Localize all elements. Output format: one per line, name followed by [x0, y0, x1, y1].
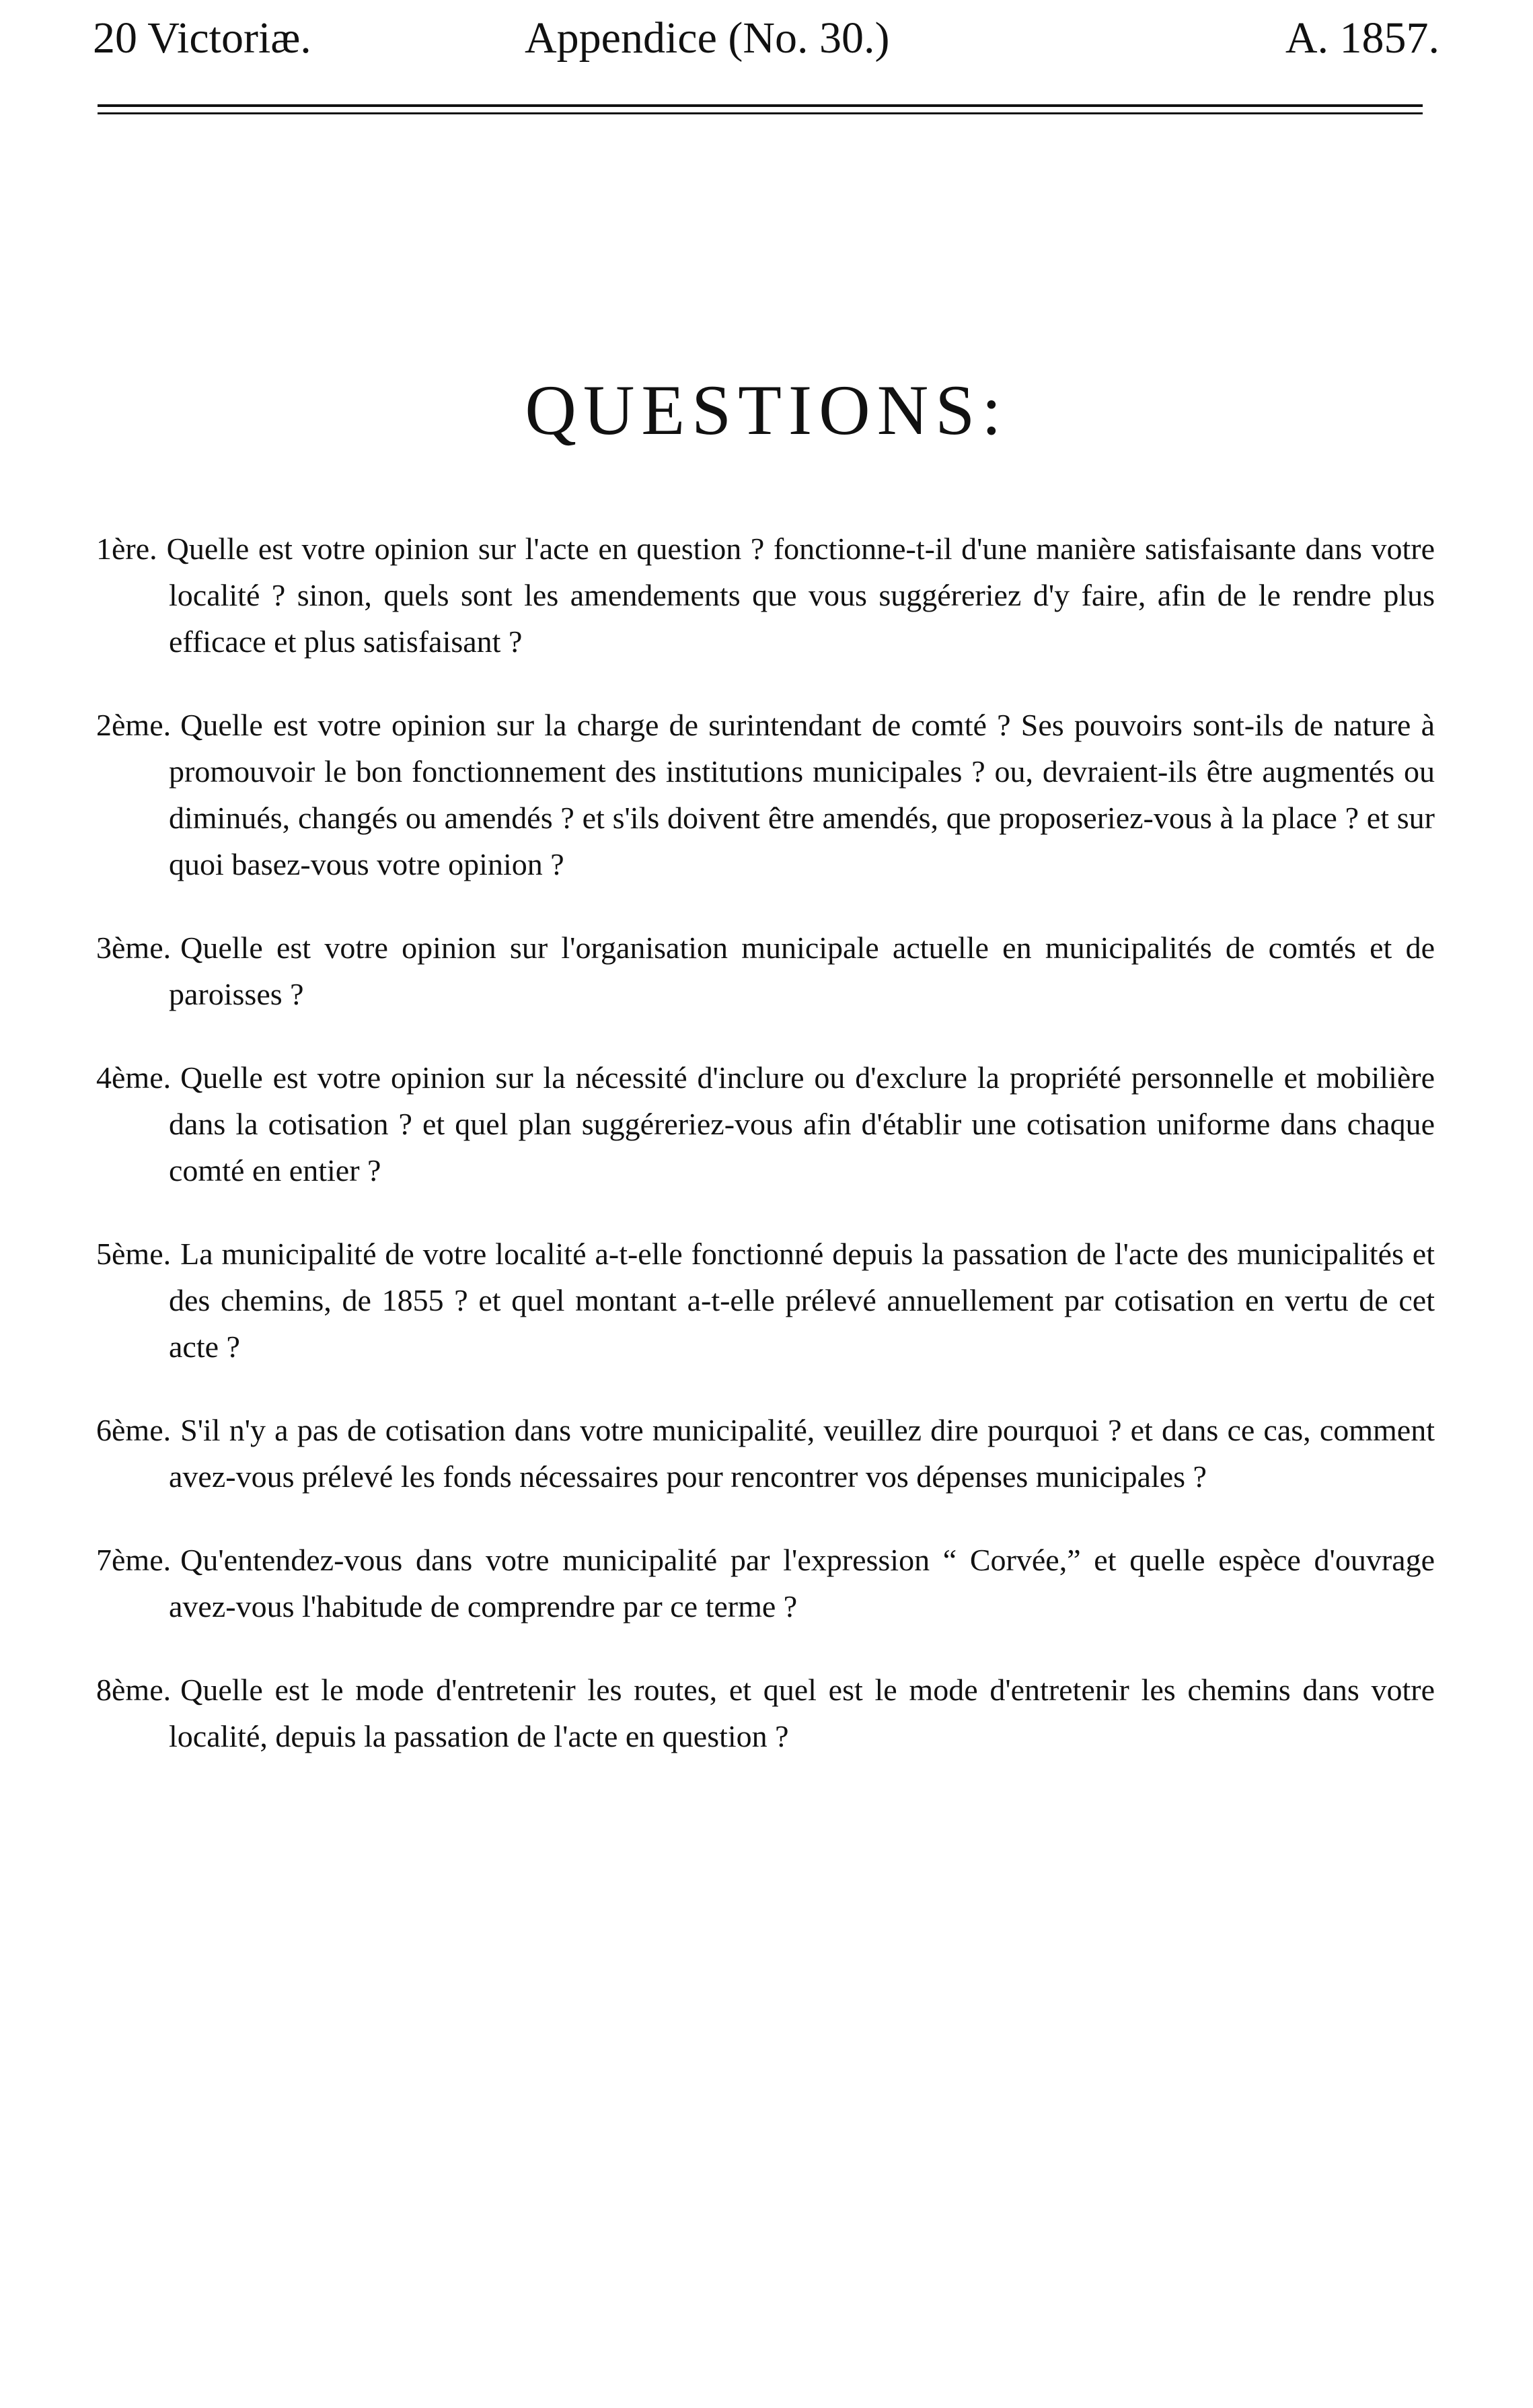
- question-number: 7ème.: [96, 1543, 172, 1577]
- page-title: QUESTIONS:: [525, 371, 1008, 449]
- question-text: Quelle est votre opinion sur l'acte en question ? fonctionne-t-il d'une manière satisfaisante dans votre localité ? sinon, quels sont les amendements que vous suggéreriez d'y faire, afin de le rendre plus efficace et plus satisfaisant ?: [166, 532, 1435, 659]
- question-number: 1ère.: [96, 532, 157, 566]
- question-text: La municipalité de votre localité a-t-elle fonctionné depuis la passation de l'acte des municipalités et des chemins, de 1855 ? et quel montant a-t-elle prélevé annuellement par cotisation en vertu de cet acte ?: [169, 1237, 1435, 1364]
- running-header: [87, 8, 1439, 69]
- question-text: Quelle est votre opinion sur la nécessité d'inclure ou d'exclure la propriété personnelle et mobilière dans la cotisation ? et quel plan suggéreriez-vous afin d'établir une cotisation uniforme dans chaque comté en entier ?: [169, 1060, 1435, 1188]
- header-appendix: Appendice (No. 30.): [525, 13, 890, 63]
- question-text: Qu'entendez-vous dans votre municipalité par l'expression “ Corvée,” et quelle espèce d'ouvrage avez-vous l'habitude de comprendre par ce terme ?: [169, 1543, 1435, 1623]
- question-text: S'il n'y a pas de cotisation dans votre municipalité, veuillez dire pourquoi ? et dans ce cas, comment avez-vous prélevé les fonds nécessaires pour rencontrer vos dépenses municipales ?: [169, 1413, 1435, 1494]
- header-year: A. 1857.: [1285, 13, 1439, 63]
- question-2: [96, 702, 1435, 887]
- question-8: [96, 1667, 1435, 1759]
- question-number: 2ème.: [96, 708, 172, 742]
- question-5: [96, 1231, 1435, 1370]
- question-text: Quelle est votre opinion sur l'organisation municipale actuelle en municipalités de comtés et de paroisses ?: [169, 931, 1435, 1011]
- question-number: 6ème.: [96, 1413, 172, 1447]
- question-6: [96, 1407, 1435, 1500]
- question-list: [96, 495, 1435, 1796]
- question-number: 4ème.: [96, 1060, 172, 1095]
- header-rule-top: [98, 104, 1423, 107]
- question-4: [96, 1054, 1435, 1194]
- question-number: 5ème.: [96, 1237, 172, 1271]
- question-1: [96, 525, 1435, 665]
- question-7: [96, 1537, 1435, 1630]
- header-session: 20 Victoriæ.: [93, 13, 311, 63]
- question-text: Quelle est le mode d'entretenir les routes, et quel est le mode d'entretenir les chemins dans votre localité, depuis la passation de l'acte en question ?: [169, 1673, 1435, 1753]
- header-rule-bottom: [98, 112, 1423, 114]
- question-text: Quelle est votre opinion sur la charge de surintendant de comté ? Ses pouvoirs sont-ils de nature à promouvoir le bon fonctionnement des institutions municipales ? ou, devraient-ils être augmentés ou diminués, changés ou amendés ? et s'ils doivent être amendés, que proposeriez-vous à la place ? et sur quoi basez-vous votre opinion ?: [169, 708, 1435, 881]
- question-number: 3ème.: [96, 931, 172, 965]
- question-3: [96, 924, 1435, 1017]
- question-number: 8ème.: [96, 1673, 172, 1707]
